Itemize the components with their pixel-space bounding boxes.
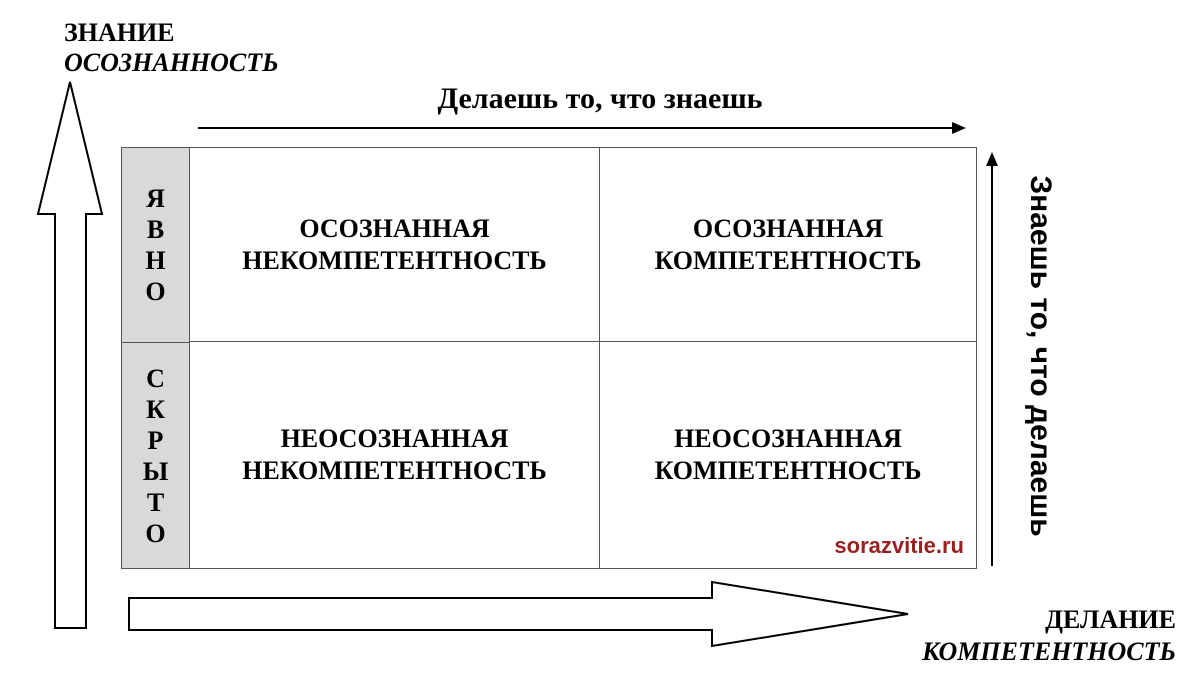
side-cell-explicit: [122, 148, 189, 342]
quadrant-line: НЕКОМПЕТЕНТНОСТЬ: [242, 456, 547, 485]
side-letter: С: [146, 363, 165, 393]
side-letter: В: [146, 215, 165, 244]
quadrant-line: ОСОЗНАННАЯ: [692, 213, 884, 243]
x-axis-arrow: [129, 582, 908, 646]
quadrant-line: НЕОСОЗНАННАЯ: [280, 424, 509, 453]
competence-matrix: [121, 147, 977, 569]
watermark: sorazvitie.ru: [834, 533, 964, 558]
y-axis-caption: [64, 18, 279, 78]
side-letter: Н: [145, 246, 166, 275]
x-axis-caption: [922, 604, 1176, 668]
side-letter: Т: [146, 487, 165, 517]
top-thin-arrow-head: [952, 122, 966, 134]
x-axis-caption-line2: КОМПЕТЕНТНОСТЬ: [922, 637, 1176, 666]
side-letter: Р: [147, 425, 164, 455]
side-letter: О: [145, 277, 166, 306]
quadrant-unconscious-incompetence: [190, 342, 600, 568]
side-letter: Я: [146, 184, 165, 213]
quadrant-line: КОМПЕТЕНТНОСТЬ: [654, 456, 922, 485]
quadrant-line: ОСОЗНАННАЯ: [299, 213, 490, 243]
top-arrow-label: Делаешь то, что знаешь: [437, 82, 763, 115]
quadrant-line: НЕОСОЗНАННАЯ: [674, 424, 902, 453]
right-arrow-label: Знаешь то, что делаешь: [1024, 175, 1057, 537]
quadrant-line: КОМПЕТЕНТНОСТЬ: [654, 245, 922, 275]
quadrant-conscious-incompetence: [190, 148, 600, 342]
side-letter: Ы: [142, 456, 169, 486]
y-axis-caption-line2: ОСОЗНАННОСТЬ: [64, 48, 279, 77]
side-letter: К: [146, 394, 165, 424]
y-axis-caption-line1: ЗНАНИЕ: [64, 18, 175, 47]
side-cell-hidden: [122, 342, 189, 568]
quadrant-line: НЕКОМПЕТЕНТНОСТЬ: [242, 245, 547, 275]
side-letter: О: [145, 518, 166, 548]
side-column: [122, 148, 190, 568]
quadrant-unconscious-competence: [600, 342, 976, 568]
quadrant-conscious-competence: [600, 148, 976, 342]
x-axis-caption-line1: ДЕЛАНИЕ: [1045, 605, 1176, 634]
right-thin-arrow-head: [986, 152, 998, 166]
y-axis-arrow: [38, 82, 102, 628]
